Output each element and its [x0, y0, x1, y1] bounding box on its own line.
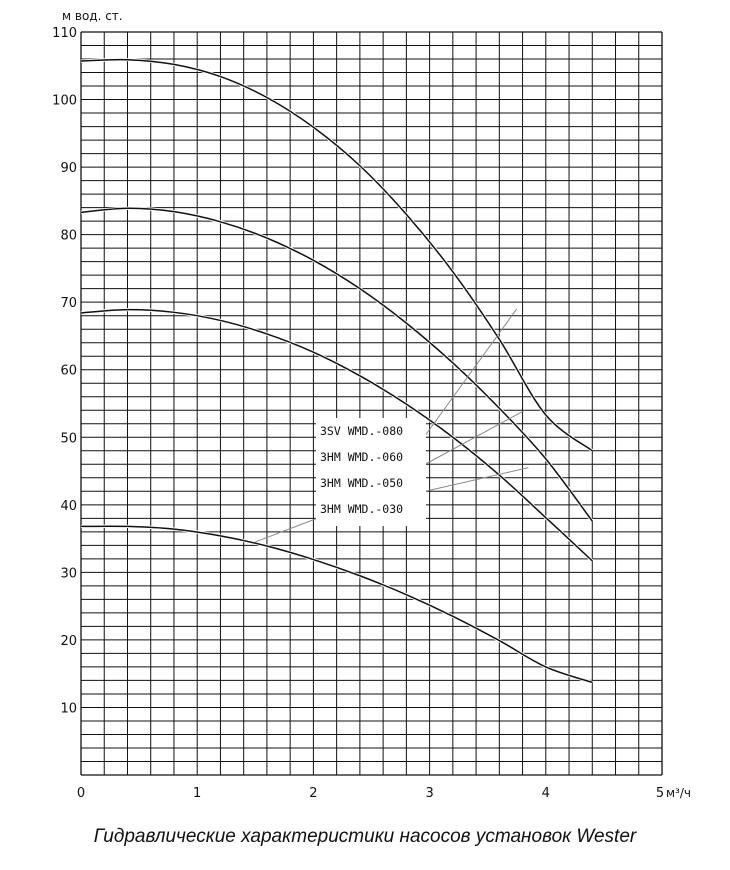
chart-grid: [81, 32, 662, 775]
figure-caption: Гидравлические характеристики насосов установок Wester: [93, 826, 637, 847]
y-tick-label: 40: [60, 498, 77, 514]
y-tick-label: 70: [60, 296, 77, 312]
y-tick-label: 60: [60, 363, 77, 379]
legend-leader-line: [255, 518, 318, 542]
y-tick-label: 20: [60, 633, 77, 649]
x-tick-label: 1: [193, 786, 202, 801]
y-tick-label: 50: [60, 431, 77, 447]
y-tick-label: 30: [60, 566, 77, 582]
legend-label: 3SV WMD.-080: [320, 424, 404, 438]
x-tick-label: 3: [425, 786, 434, 801]
x-tick-label: 2: [309, 786, 318, 801]
x-tick-label: 4: [541, 786, 550, 801]
curve-legend: [316, 418, 426, 526]
legend-label: 3HM WMD.-030: [320, 502, 404, 516]
legend-leader-line: [422, 309, 517, 440]
x-tick-label: 0: [76, 786, 86, 801]
axis-ticks: [52, 26, 664, 801]
x-tick-label: 5: [655, 786, 665, 801]
x-axis-label: м³/ч: [666, 786, 691, 800]
y-tick-label: 10: [60, 701, 77, 717]
y-axis-label: м вод. ст.: [62, 9, 123, 23]
y-tick-label: 80: [60, 228, 77, 244]
legend-label: 3HM WMD.-060: [320, 450, 404, 464]
y-tick-label: 100: [52, 93, 77, 109]
legend-label: 3HM WMD.-050: [320, 476, 404, 490]
y-tick-label: 110: [52, 26, 77, 41]
y-tick-label: 90: [60, 161, 77, 177]
